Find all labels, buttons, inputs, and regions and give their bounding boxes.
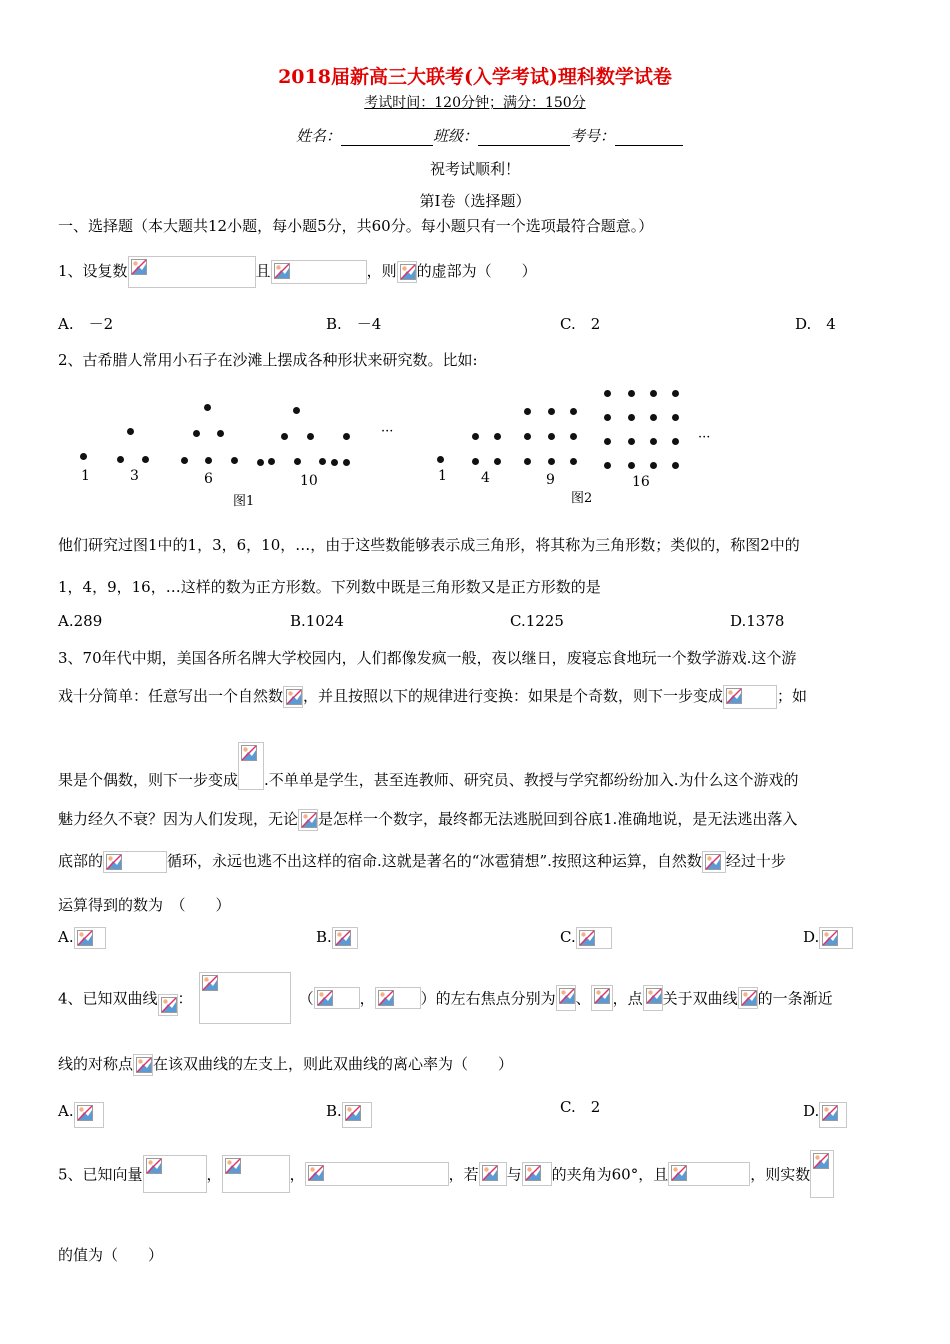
- image-placeholder-icon: [77, 930, 93, 946]
- pebble-dot: [181, 457, 188, 464]
- pebble-dot: [343, 459, 350, 466]
- q5-text: 与: [506, 1165, 522, 1184]
- section1-heading: 一、选择题（本大题共12小题，每小题5分，共60分。每小题只有一个选项最符合题意。）: [58, 217, 654, 235]
- pebble-dot: [628, 438, 635, 445]
- q1-option-c[interactable]: C. 2: [560, 315, 601, 333]
- fig2-label: 1: [438, 468, 447, 484]
- image-placeholder-icon: [646, 988, 662, 1004]
- q3-option-c-label: C.: [560, 928, 576, 946]
- image-placeholder-icon: [378, 990, 394, 1006]
- pebble-dot: [672, 438, 679, 445]
- q5-text: 的夹角为60°，且: [551, 1165, 669, 1184]
- q3-text: 魅力经久不衰？因为人们发现，无论: [58, 810, 299, 828]
- q4-option-a-label: A.: [58, 1102, 74, 1120]
- image-placeholder-icon: [671, 1165, 687, 1181]
- fig1-ellipsis: ···: [381, 424, 394, 439]
- q4-text: ，点: [612, 989, 643, 1008]
- q3-line2: [58, 685, 807, 709]
- exam-info: 考试时间：120分钟；满分：150分: [364, 95, 586, 111]
- q2-option-c[interactable]: C.1225: [510, 612, 564, 630]
- pebble-dot: [604, 414, 611, 421]
- q2-option-b[interactable]: B.1024: [290, 612, 344, 630]
- image-placeholder-icon: [317, 990, 333, 1006]
- pebble-dot: [142, 456, 149, 463]
- pebble-dot: [80, 453, 87, 460]
- image-placeholder-icon: [161, 997, 177, 1013]
- q2-text-line2: 1，4，9，16，…这样的数为正方形数。下列数中既是三角形数又是正方形数的是: [58, 578, 601, 596]
- q2-option-d[interactable]: D.1378: [730, 612, 785, 630]
- image-placeholder-icon: [741, 990, 757, 1006]
- q4-option-b[interactable]: [326, 1096, 372, 1128]
- q5-text: 5、已知向量: [58, 1165, 143, 1184]
- image-placeholder-icon: [345, 1105, 361, 1121]
- formula-image: [332, 927, 358, 949]
- q3-text: .不单单是学生，甚至连教师、研究员、教授与学究都纷纷加入.为什么这个游戏的: [264, 771, 799, 789]
- formula-image: [199, 972, 291, 1024]
- formula-image: [668, 1162, 750, 1186]
- q4-text: ）的左右焦点分别为: [420, 989, 556, 1008]
- page-title: 2018届新高三大联考(入学考试)理科数学试卷: [278, 66, 672, 88]
- q5-text: ，: [289, 1165, 305, 1184]
- formula-image: [397, 261, 417, 283]
- formula-image: [522, 1162, 552, 1186]
- image-placeholder-icon: [286, 689, 302, 705]
- pebble-dot: [570, 408, 577, 415]
- class-label: 班级：: [433, 127, 479, 145]
- q2-option-a[interactable]: A.289: [58, 612, 103, 630]
- question-5: [58, 1150, 834, 1198]
- pebble-dot: [331, 459, 338, 466]
- q4-option-d[interactable]: [803, 1096, 847, 1128]
- pebble-dot: [548, 458, 555, 465]
- q2-text-line1: 他们研究过图1中的1，3，6，10，…，由于这些数能够表示成三角形，将其称为三角形数；类似的，称图2中的: [58, 536, 800, 554]
- formula-image: [643, 985, 663, 1011]
- q4-text: 的一条渐近: [757, 989, 833, 1008]
- q3-line1: 3、70年代中期，美国各所名牌大学校园内，人们都像发疯一般，夜以继日，废寝忘食地玩一个数学游戏.这个游: [58, 649, 797, 667]
- image-placeholder-icon: [241, 745, 257, 761]
- image-placeholder-icon: [482, 1165, 498, 1181]
- formula-image: [591, 985, 613, 1011]
- image-placeholder-icon: [559, 988, 575, 1004]
- pebble-dot: [204, 404, 211, 411]
- q4-text: ：: [177, 989, 193, 1008]
- number-label: 考号：: [570, 127, 616, 145]
- pebble-dot: [494, 433, 501, 440]
- q4-option-a[interactable]: [58, 1096, 104, 1128]
- pebble-dot: [293, 407, 300, 414]
- formula-image: [74, 1102, 104, 1128]
- q1-text: 且: [255, 262, 271, 280]
- image-placeholder-icon: [525, 1165, 541, 1181]
- q1-option-d[interactable]: D. 4: [795, 315, 836, 333]
- q4-text: 在该双曲线的左支上，则此双曲线的离心率为（ ）: [153, 1055, 514, 1073]
- formula-image: [702, 851, 726, 873]
- formula-image: [103, 851, 167, 873]
- question-4: [58, 972, 833, 1024]
- pebble-dot: [548, 433, 555, 440]
- pebble-dot: [604, 390, 611, 397]
- image-placeholder-icon: [225, 1158, 241, 1174]
- image-placeholder-icon: [202, 975, 218, 991]
- q1-text: 的虚部为（ ）: [416, 262, 537, 280]
- class-field[interactable]: [478, 131, 570, 146]
- q3-option-d-label: D.: [803, 928, 820, 946]
- pebble-dot: [628, 462, 635, 469]
- pebble-dot: [650, 462, 657, 469]
- pebble-dot: [472, 458, 479, 465]
- image-placeholder-icon: [146, 1158, 162, 1174]
- formula-image: [375, 987, 421, 1009]
- formula-image: [723, 685, 777, 709]
- formula-image: [342, 1102, 372, 1128]
- q5-text: ，: [206, 1165, 222, 1184]
- pebble-dot: [628, 414, 635, 421]
- fig2-ellipsis: ···: [698, 430, 711, 445]
- q3-text: 经过十步: [725, 852, 786, 870]
- formula-image: [298, 809, 318, 831]
- image-placeholder-icon: [705, 854, 721, 870]
- pebble-dot: [570, 433, 577, 440]
- q4-option-b-label: B.: [326, 1102, 342, 1120]
- formula-image: [305, 1162, 449, 1186]
- formula-image: [133, 1054, 153, 1076]
- q5-line2: 的值为（ ）: [58, 1246, 164, 1264]
- formula-image: [576, 927, 612, 949]
- q3-text: 是怎样一个数字，最终都无法逃脱回到谷底1.准确地说，是无法逃出落入: [318, 810, 798, 828]
- formula-image: [479, 1162, 507, 1186]
- pebble-dot: [472, 433, 479, 440]
- q3-line4: [58, 808, 797, 831]
- pebble-dot: [650, 414, 657, 421]
- formula-image: [819, 1102, 847, 1128]
- q4-text: ，: [359, 989, 375, 1008]
- image-placeholder-icon: [274, 263, 290, 279]
- pebble-dot: [604, 438, 611, 445]
- formula-image: [810, 1150, 834, 1198]
- q4-text: 、: [575, 989, 591, 1008]
- q3-option-b-label: B.: [316, 928, 332, 946]
- formula-image: [283, 686, 303, 708]
- formula-image: [158, 994, 178, 1016]
- q5-text: ，则实数: [750, 1165, 811, 1184]
- image-placeholder-icon: [400, 264, 416, 280]
- pebble-dot: [650, 438, 657, 445]
- pebble-dot: [319, 458, 326, 465]
- image-placeholder-icon: [813, 1153, 829, 1169]
- image-placeholder-icon: [106, 854, 122, 870]
- q2-stem: 2、古希腊人常用小石子在沙滩上摆成各种形状来研究数。比如:: [58, 351, 478, 369]
- fig2-caption: 图2: [571, 491, 593, 506]
- number-field[interactable]: [615, 131, 683, 146]
- image-placeholder-icon: [726, 688, 742, 704]
- pebble-dot: [307, 433, 314, 440]
- pebble-dot: [193, 430, 200, 437]
- q5-text: ，若: [448, 1165, 479, 1184]
- q1-text: 1、设复数: [58, 262, 128, 280]
- formula-image: [74, 927, 106, 949]
- q4-text: 线的对称点: [58, 1055, 134, 1073]
- q3-text: 底部的: [58, 852, 104, 870]
- q4-text: 4、已知双曲线: [58, 989, 158, 1008]
- student-info-row: [296, 125, 683, 146]
- pebble-dot: [570, 458, 577, 465]
- pebble-dot: [672, 390, 679, 397]
- pebble-dot: [524, 408, 531, 415]
- pebble-dot: [672, 414, 679, 421]
- q3-line6: 运算得到的数为 （ ）: [58, 896, 231, 914]
- formula-image: [556, 985, 576, 1011]
- image-placeholder-icon: [131, 259, 147, 275]
- fig2-label: 16: [632, 474, 650, 490]
- fig2-label: 9: [546, 472, 555, 488]
- image-placeholder-icon: [308, 1165, 324, 1181]
- greeting: 祝考试顺利！: [429, 160, 520, 178]
- formula-image: [314, 987, 360, 1009]
- pebble-dot: [548, 408, 555, 415]
- image-placeholder-icon: [822, 1105, 838, 1121]
- pebble-dot: [604, 462, 611, 469]
- q4-text: （: [298, 989, 314, 1008]
- fig1-label: 10: [300, 473, 318, 489]
- q3-text: 循环，永远也逃不出这样的宿命.这就是著名的“冰雹猜想”.按照这种运算，自然数: [167, 852, 702, 870]
- name-field[interactable]: [341, 131, 433, 146]
- pebble-dot: [231, 457, 238, 464]
- question-1: [58, 256, 537, 288]
- q4-option-c[interactable]: C. 2: [560, 1098, 601, 1116]
- formula-image: [222, 1155, 290, 1193]
- pebble-dot: [117, 456, 124, 463]
- formula-image: [738, 987, 758, 1009]
- q3-option-b[interactable]: [316, 927, 358, 949]
- pebble-dot: [257, 459, 264, 466]
- q3-text: 果是个偶数，则下一步变成: [58, 771, 239, 789]
- q3-line5: [58, 850, 786, 873]
- fig1-label: 3: [130, 468, 139, 484]
- formula-image: [271, 260, 367, 284]
- q3-line3: [58, 742, 799, 790]
- pebble-dot: [494, 458, 501, 465]
- q3-text: 戏十分简单：任意写出一个自然数: [58, 687, 284, 705]
- image-placeholder-icon: [822, 930, 838, 946]
- q4-text: 关于双曲线: [662, 989, 738, 1008]
- pebble-dot: [650, 390, 657, 397]
- fig1-caption: 图1: [233, 494, 255, 509]
- fig1-label: 6: [204, 471, 213, 487]
- image-placeholder-icon: [594, 988, 610, 1004]
- q1-option-b[interactable]: B. －4: [326, 315, 382, 333]
- image-placeholder-icon: [136, 1057, 152, 1073]
- pebble-dot: [524, 433, 531, 440]
- pebble-dot: [127, 428, 134, 435]
- pebble-dot: [628, 390, 635, 397]
- pebble-dot: [672, 462, 679, 469]
- formula-image: [238, 742, 264, 790]
- pebble-dot: [437, 456, 444, 463]
- image-placeholder-icon: [77, 1105, 93, 1121]
- pebble-dot: [217, 430, 224, 437]
- image-placeholder-icon: [335, 930, 351, 946]
- pebble-dot: [294, 458, 301, 465]
- image-placeholder-icon: [579, 930, 595, 946]
- fig2-label: 4: [481, 470, 490, 486]
- q1-text: ，则: [366, 262, 397, 280]
- fig1-label: 1: [81, 468, 90, 484]
- q4-line2: [58, 1053, 513, 1076]
- pebble-dot: [268, 458, 275, 465]
- pebble-dot: [281, 433, 288, 440]
- name-label: 姓名：: [296, 127, 342, 145]
- q4-option-d-label: D.: [803, 1102, 820, 1120]
- pebble-dot: [524, 458, 531, 465]
- volume-title: 第Ⅰ卷（选择题）: [419, 192, 531, 210]
- pebble-dot: [205, 457, 212, 464]
- image-placeholder-icon: [301, 812, 317, 828]
- q3-text: ，并且按照以下的规律进行变换：如果是个奇数，则下一步变成: [303, 687, 724, 705]
- pebble-dot: [343, 433, 350, 440]
- formula-image: [819, 927, 853, 949]
- formula-image: [128, 256, 256, 288]
- q3-option-a[interactable]: [58, 927, 106, 949]
- q3-option-d[interactable]: [803, 927, 853, 949]
- q3-option-a-label: A.: [58, 928, 74, 946]
- formula-image: [143, 1155, 207, 1193]
- q3-text: ；如: [777, 687, 808, 705]
- q3-option-c[interactable]: [560, 927, 612, 949]
- q1-option-a[interactable]: A. －2: [58, 315, 114, 333]
